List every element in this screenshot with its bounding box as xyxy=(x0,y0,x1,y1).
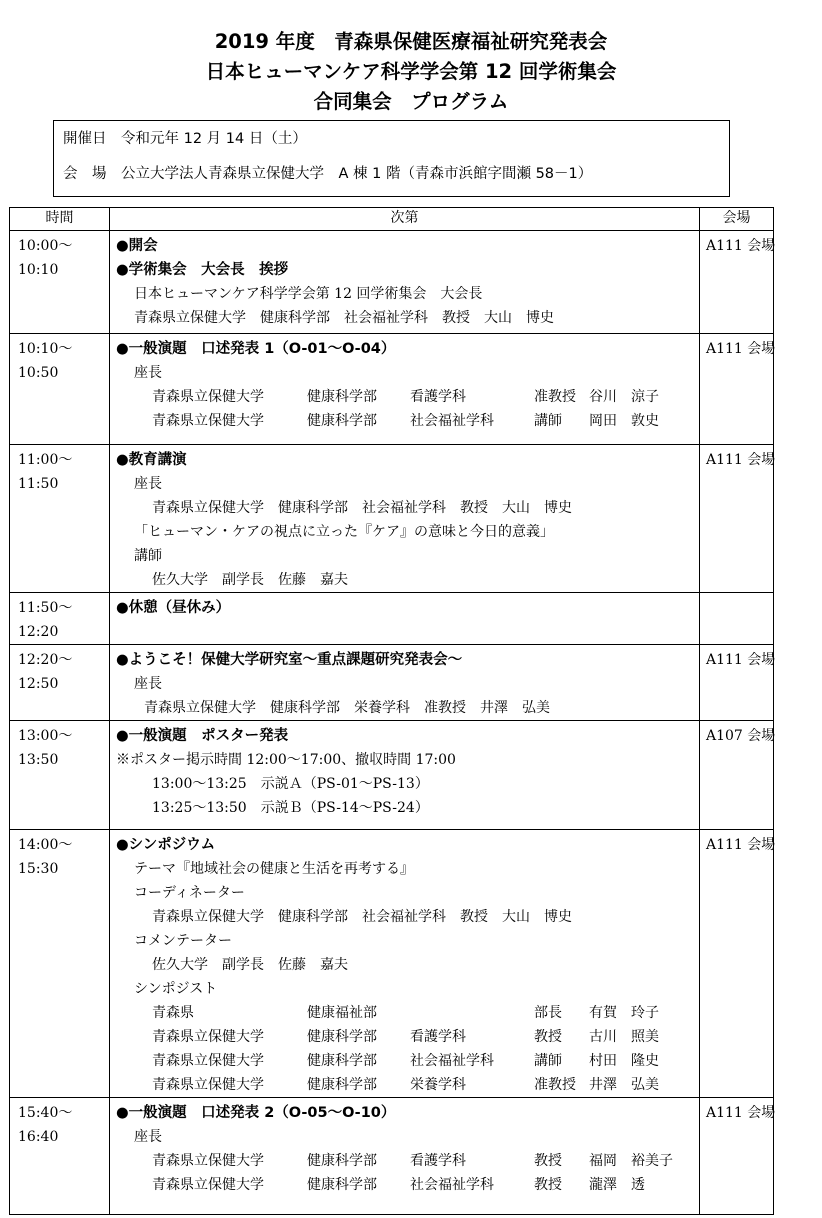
person-entry xyxy=(116,1025,699,1049)
person-entry-field: 健康科学部 xyxy=(307,1177,377,1193)
time-cell xyxy=(10,721,110,830)
agenda-cell xyxy=(110,1098,700,1215)
time-cell xyxy=(10,334,110,445)
agenda-heading: ●開会 xyxy=(116,238,158,254)
event-venue: 会 場 公立大学法人青森県立保健大学 A 棟 1 階（青森市浜館字間瀬 58－1） xyxy=(63,166,593,182)
end-time: 12:50 xyxy=(18,676,59,692)
person-entry-field: 社会福祉学科 xyxy=(410,413,494,429)
agenda-line: 13:00～13:25 示説Ａ（PS-01～PS-13） xyxy=(152,776,429,792)
person-entry-field: 青森県立保健大学 xyxy=(152,1153,264,1169)
agenda-cell xyxy=(110,445,700,593)
page-title-line-1: 2019 年度 青森県保健医療福祉研究発表会 xyxy=(214,30,608,53)
person-entry-field: 健康科学部 xyxy=(307,1029,377,1045)
start-time: 10:00～ xyxy=(18,238,73,254)
header-agenda: 次第 xyxy=(110,208,700,231)
agenda-line: テーマ『地域社会の健康と生活を再考する』 xyxy=(134,861,414,877)
start-time: 14:00～ xyxy=(18,837,73,853)
person-entry-field: 看護学科 xyxy=(410,1029,466,1045)
venue-cell: A111 会場 xyxy=(700,231,774,334)
start-time: 11:50～ xyxy=(18,600,73,616)
person-entry-field: 青森県立保健大学 xyxy=(152,1077,264,1093)
agenda-heading: ●学術集会 大会長 挨拶 xyxy=(116,262,289,278)
person-entry-field: 瀧澤 xyxy=(589,1177,617,1193)
venue-cell: A111 会場 xyxy=(700,830,774,1098)
person-entry-field: 古川 xyxy=(589,1029,617,1045)
person-entry-field: 健康科学部 xyxy=(307,413,377,429)
person-entry xyxy=(116,385,699,409)
person-entry-field: 社会福祉学科 xyxy=(410,1177,494,1193)
agenda-line: 座長 xyxy=(134,476,162,492)
agenda-line: 青森県立保健大学 健康科学部 栄養学科 准教授 井澤 弘美 xyxy=(144,700,550,716)
agenda-cell xyxy=(110,721,700,830)
table-row xyxy=(10,445,774,593)
time-cell xyxy=(10,593,110,645)
agenda-heading: ●シンポジウム xyxy=(116,837,216,853)
agenda-heading: ●教育講演 xyxy=(116,452,187,468)
agenda-line: コーディネーター xyxy=(134,885,245,901)
person-entry-field: 青森県立保健大学 xyxy=(152,1053,264,1069)
agenda-line: 講師 xyxy=(134,548,162,564)
time-cell xyxy=(10,645,110,721)
person-entry-field: 玲子 xyxy=(631,1005,659,1021)
start-time: 11:00～ xyxy=(18,452,73,468)
agenda-cell xyxy=(110,830,700,1098)
end-time: 16:40 xyxy=(18,1129,59,1145)
agenda-heading: ●一般演題 口述発表 1（O-01～O-04） xyxy=(116,341,396,357)
agenda-line: 青森県立保健大学 健康科学部 社会福祉学科 教授 大山 博史 xyxy=(134,310,554,326)
person-entry-field: 有賀 xyxy=(589,1005,617,1021)
person-entry-field: 教授 xyxy=(534,1153,562,1169)
person-entry xyxy=(116,409,699,433)
person-entry-field: 青森県立保健大学 xyxy=(152,1029,264,1045)
venue-cell xyxy=(700,593,774,645)
person-entry-field: 福岡 xyxy=(589,1153,617,1169)
agenda-line: 青森県立保健大学 健康科学部 社会福祉学科 教授 大山 博史 xyxy=(152,500,572,516)
page-title-line-3: 合同集会 プログラム xyxy=(313,90,509,113)
start-time: 10:10～ xyxy=(18,341,73,357)
agenda-line: ※ポスター掲示時間 12:00～17:00、撤収時間 17:00 xyxy=(116,752,456,768)
person-entry-field: 准教授 xyxy=(534,1077,576,1093)
person-entry xyxy=(116,1001,699,1025)
person-entry-field: 裕美子 xyxy=(631,1153,673,1169)
person-entry xyxy=(116,1073,699,1097)
table-row xyxy=(10,334,774,445)
person-entry-field: 健康科学部 xyxy=(307,1153,377,1169)
person-entry xyxy=(116,1049,699,1073)
agenda-heading: ●ようこそ！保健大学研究室～重点課題研究発表会～ xyxy=(116,652,463,668)
program-table xyxy=(9,207,774,1215)
venue-cell: A111 会場 xyxy=(700,1098,774,1215)
time-cell xyxy=(10,830,110,1098)
time-cell xyxy=(10,1098,110,1215)
agenda-cell xyxy=(110,645,700,721)
end-time: 13:50 xyxy=(18,752,59,768)
time-cell xyxy=(10,445,110,593)
person-entry-field: 看護学科 xyxy=(410,389,466,405)
person-entry-field: 岡田 xyxy=(589,413,617,429)
person-entry-field: 健康科学部 xyxy=(307,389,377,405)
table-row xyxy=(10,645,774,721)
agenda-line: シンポジスト xyxy=(134,981,218,997)
venue-cell: A111 会場 xyxy=(700,645,774,721)
agenda-line: 佐久大学 副学長 佐藤 嘉夫 xyxy=(152,572,348,588)
person-entry-field: 隆史 xyxy=(631,1053,659,1069)
end-time: 15:30 xyxy=(18,861,59,877)
table-row xyxy=(10,231,774,334)
table-header-row xyxy=(10,208,774,231)
agenda-line: 座長 xyxy=(134,1129,162,1145)
agenda-line: 座長 xyxy=(134,365,162,381)
person-entry-field: 健康福祉部 xyxy=(307,1005,377,1021)
person-entry-field: 部長 xyxy=(534,1005,562,1021)
agenda-line: 青森県立保健大学 健康科学部 社会福祉学科 教授 大山 博史 xyxy=(152,909,572,925)
agenda-line: 「ヒューマン・ケアの視点に立った『ケア』の意味と今日的意義」 xyxy=(134,524,554,540)
person-entry xyxy=(116,1149,699,1173)
agenda-heading: ●休憩（昼休み） xyxy=(116,600,231,616)
table-row xyxy=(10,830,774,1098)
agenda-line: 日本ヒューマンケア科学学会第 12 回学術集会 大会長 xyxy=(134,286,483,302)
end-time: 11:50 xyxy=(18,476,59,492)
person-entry-field: 透 xyxy=(631,1177,645,1193)
person-entry-field: 弘美 xyxy=(631,1077,659,1093)
program-body xyxy=(10,231,774,1215)
venue-cell: A111 会場 xyxy=(700,334,774,445)
start-time: 13:00～ xyxy=(18,728,73,744)
person-entry xyxy=(116,1173,699,1197)
person-entry-field: 青森県立保健大学 xyxy=(152,413,264,429)
end-time: 10:10 xyxy=(18,262,59,278)
person-entry-field: 健康科学部 xyxy=(307,1053,377,1069)
person-entry-field: 講師 xyxy=(534,413,562,429)
event-info-box xyxy=(53,120,730,197)
end-time: 10:50 xyxy=(18,365,59,381)
person-entry-field: 社会福祉学科 xyxy=(410,1053,494,1069)
agenda-cell xyxy=(110,231,700,334)
table-row xyxy=(10,721,774,830)
start-time: 12:20～ xyxy=(18,652,73,668)
table-row xyxy=(10,1098,774,1215)
end-time: 12:20 xyxy=(18,624,59,640)
person-entry-field: 青森県立保健大学 xyxy=(152,389,264,405)
start-time: 15:40～ xyxy=(18,1105,73,1121)
header-venue: 会場 xyxy=(700,208,774,231)
person-entry-field: 涼子 xyxy=(631,389,659,405)
event-date: 開催日 令和元年 12 月 14 日（土） xyxy=(63,131,307,147)
person-entry-field: 青森県 xyxy=(152,1005,194,1021)
person-entry-field: 村田 xyxy=(589,1053,617,1069)
venue-cell: A107 会場 xyxy=(700,721,774,830)
agenda-line: 佐久大学 副学長 佐藤 嘉夫 xyxy=(152,957,348,973)
agenda-heading: ●一般演題 ポスター発表 xyxy=(116,728,289,744)
person-entry-field: 教授 xyxy=(534,1029,562,1045)
person-entry-field: 講師 xyxy=(534,1053,562,1069)
agenda-cell xyxy=(110,334,700,445)
person-entry-field: 健康科学部 xyxy=(307,1077,377,1093)
person-entry-field: 照美 xyxy=(631,1029,659,1045)
person-entry-field: 栄養学科 xyxy=(410,1077,466,1093)
agenda-line: 13:25～13:50 示説Ｂ（PS-14～PS-24） xyxy=(152,800,429,816)
agenda-line: 座長 xyxy=(134,676,162,692)
agenda-line: コメンテーター xyxy=(134,933,232,949)
header-time: 時間 xyxy=(10,208,110,231)
table-row xyxy=(10,593,774,645)
agenda-heading: ●一般演題 口述発表 2（O-05～O-10） xyxy=(116,1105,396,1121)
person-entry-field: 敦史 xyxy=(631,413,659,429)
person-entry-field: 谷川 xyxy=(589,389,617,405)
agenda-cell xyxy=(110,593,700,645)
venue-cell: A111 会場 xyxy=(700,445,774,593)
person-entry-field: 井澤 xyxy=(589,1077,617,1093)
person-entry-field: 青森県立保健大学 xyxy=(152,1177,264,1193)
person-entry-field: 准教授 xyxy=(534,389,576,405)
person-entry-field: 教授 xyxy=(534,1177,562,1193)
person-entry-field: 看護学科 xyxy=(410,1153,466,1169)
time-cell xyxy=(10,231,110,334)
page-title-line-2: 日本ヒューマンケア科学学会第 12 回学術集会 xyxy=(205,60,617,83)
